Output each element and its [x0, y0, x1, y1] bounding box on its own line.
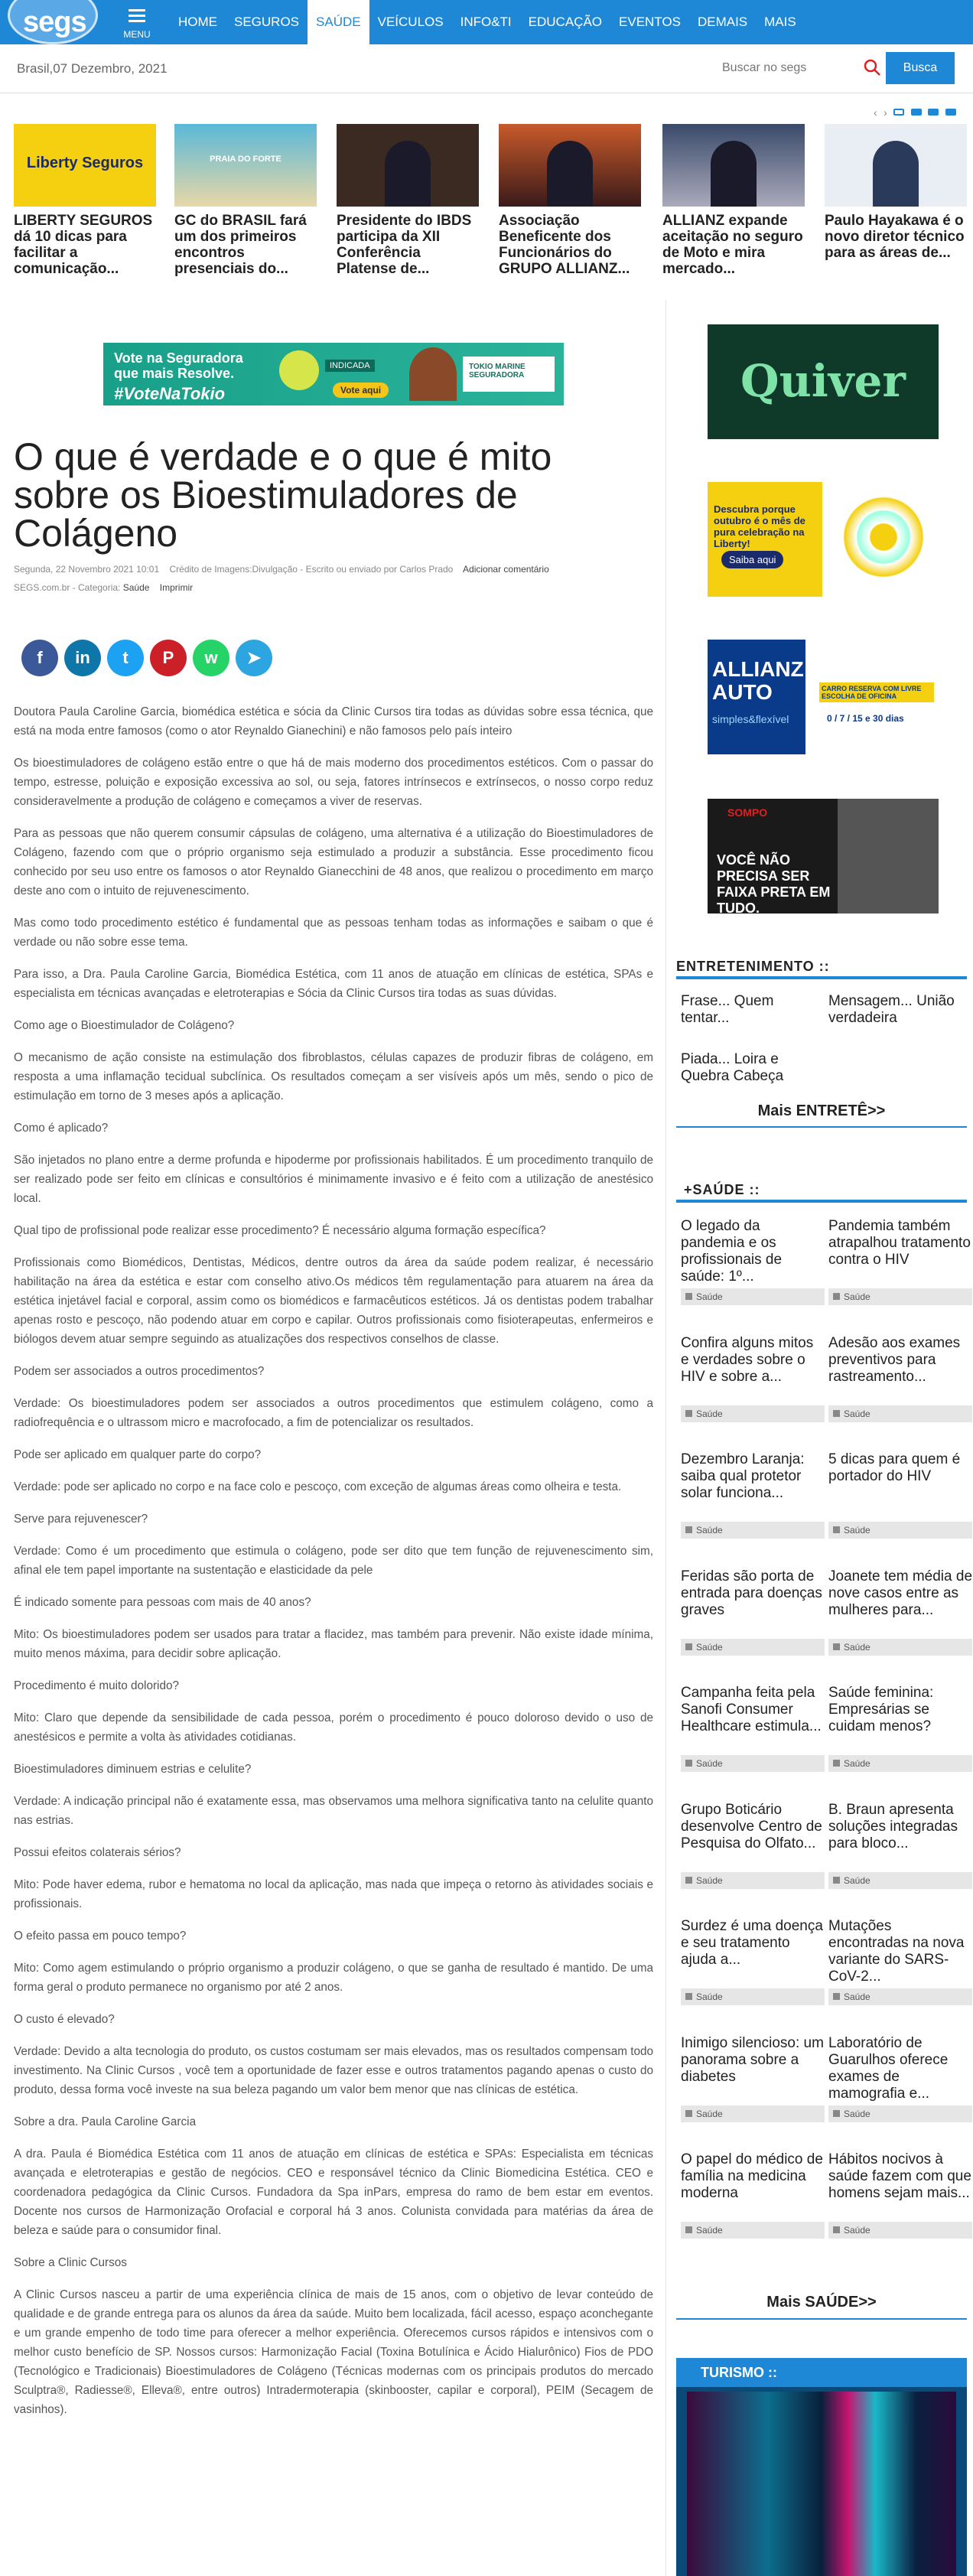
ad-allianz[interactable]: [708, 640, 939, 754]
article-paragraph: Serve para rejuvenescer?: [14, 1513, 148, 1526]
category-link[interactable]: Saúde: [122, 582, 150, 593]
ad-quiver-text: Quiver: [740, 355, 906, 407]
person-silhouette: [711, 141, 757, 207]
ad-line-1: Vote na Seguradora que mais Resolve.: [114, 350, 243, 381]
search-input[interactable]: [722, 55, 860, 81]
saude-category-tag[interactable]: Saúde: [681, 2105, 825, 2122]
nav-home[interactable]: HOME: [178, 15, 217, 29]
image-credit: Crédito de Imagens:Divulgação - Escrito ou enviado por Carlos Prado: [169, 564, 454, 575]
saude-category-tag[interactable]: Saúde: [681, 1405, 825, 1422]
saude-category-tag[interactable]: Saúde: [828, 1755, 972, 1772]
carousel-dot[interactable]: [893, 109, 904, 116]
saude-item-title[interactable]: Laboratório de Guarulhos oferece exames de mamografia e...: [828, 2034, 949, 2102]
ent-item[interactable]: Piada... Loira e Quebra Cabeça: [681, 1051, 784, 1084]
carousel-thumbnail[interactable]: [499, 124, 641, 207]
saude-item[interactable]: [828, 1685, 972, 1806]
article-paragraph: Procedimento é muito dolorido?: [14, 1679, 179, 1692]
ad-allianz-days: 0 / 7 / 15 e 30 dias: [827, 713, 904, 724]
saude-item-title[interactable]: Campanha feita pela Sanofi Consumer Healthcare estimula...: [681, 1685, 822, 1734]
whatsapp-icon[interactable]: w: [193, 640, 229, 676]
saude-item[interactable]: [681, 1218, 825, 1339]
saude-category-tag[interactable]: Saúde: [681, 1755, 825, 1772]
article-paragraph: O mecanismo de ação consiste na estimulação dos fibroblastos, células capazes de produzir fibras de colágeno, em resposta a uma inflamação tecidual subclínica. Os resultados começam a ser visíveis após um mês, sendo o pico de estimulação em torno de 3 meses após a aplicação.: [14, 1051, 653, 1102]
saude-category-tag[interactable]: Saúde: [828, 2105, 972, 2122]
turismo-header: TURISMO ::: [676, 2358, 967, 2387]
carousel-dot[interactable]: [928, 109, 939, 116]
ad-badge: INDICADA: [325, 360, 375, 372]
column-divider: [665, 300, 666, 2576]
carousel-title[interactable]: Paulo Hayakawa é o novo diretor técnico para as áreas de...: [825, 213, 965, 261]
share-buttons: [21, 640, 278, 678]
twitter-icon[interactable]: t: [107, 640, 144, 676]
article-paragraph: O custo é elevado?: [14, 2013, 115, 2026]
ad-mascot-icon: [279, 350, 319, 390]
saude-header: +SAÚDE ::: [684, 1182, 760, 1197]
saude-item[interactable]: [828, 1451, 972, 1572]
saude-item-title[interactable]: Mutações encontradas na nova variante do SARS-CoV-2...: [828, 1918, 965, 1985]
ad-tag: #VoteNaTokio: [114, 384, 226, 403]
saude-item-title[interactable]: Joanete tem média de nove casos entre as mulheres para...: [828, 1568, 972, 1618]
article-paragraph: Qual tipo de profissional pode realizar esse procedimento? É necessário alguma formação específica?: [14, 1224, 546, 1237]
carousel-title[interactable]: LIBERTY SEGUROS dá 10 dicas para facilitar a comunicação...: [14, 213, 153, 277]
saude-category-tag[interactable]: Saúde: [681, 1288, 825, 1305]
ad-sompo[interactable]: [708, 799, 939, 916]
article-paragraph: Verdade: Como é um procedimento que estimula o colágeno, pode ser dito que tem função de rejuvenescimento sim, afinal ele tem papel importante na sustentação e elasticidade da pele: [14, 1545, 653, 1577]
carousel-item[interactable]: [14, 124, 156, 277]
article-paragraph: Verdade: Devido a alta tecnologia do produto, os custos costumam ser mais elevados, mas os resultados compensam todo investimento. Na Clinic Cursos , você tem a oportunidade de fazer esse e outros tratamentos pagando apenas o custo do produto, dessa forma você investe na sua beleza pagando um valor bem menor que nas clínicas de estética.: [14, 2045, 653, 2096]
nav-sa-de[interactable]: SAÚDE: [308, 0, 369, 44]
nav-seguros[interactable]: SEGUROS: [234, 15, 300, 29]
saude-category-tag[interactable]: Saúde: [828, 1288, 972, 1305]
turismo-image[interactable]: [687, 2392, 956, 2576]
article-paragraph: Verdade: pode ser aplicado no corpo e na face colo e pescoço, com exceção de algumas áreas como olheira e testa.: [14, 1480, 622, 1493]
saude-item-title[interactable]: Inimigo silencioso: um panorama sobre a diabetes: [681, 2034, 824, 2085]
article-paragraph: Bioestimuladores diminuem estrias e celulite?: [14, 1763, 252, 1776]
ad-banner-tokio[interactable]: [103, 343, 564, 405]
hamburger-icon: [129, 9, 145, 11]
search-button[interactable]: Busca: [886, 52, 955, 84]
article-paragraph: Os bioestimuladores de colágeno estão entre o que há de mais moderno dos procedimentos estéticos. Com o passar do tempo, estresse, poluição e exposição excessiva ao sol, ou seja, fatores intrínsecos e extrínsecos, o nosso corpo reduz consideravelmente a produção de colágeno e começamos a viver de reservas.: [14, 757, 653, 808]
saude-category-tag[interactable]: Saúde: [828, 1522, 972, 1539]
carousel-item[interactable]: [825, 124, 967, 277]
article-paragraph: A dra. Paula é Biomédica Estética com 11 anos de atuação em clínicas de estética e SPAs: Especialista em técnicas avançada e eletroterapias e gestão de negócios. CEO e responsável técnico da Clinic Biomedicina Estética. CEO e coordenadora pedagógica da Clinic Cursos. Fundadora da Spa inPars, empresa do ramo de bem estar em eventos. Docente nos cursos de Harmonização Orofacial e corporal há 3 anos. Colunista convidada para matérias da área de beleza e saúde para o consumidor final.: [14, 2148, 653, 2237]
saude-item-title[interactable]: Feridas são porta de entrada para doenças graves: [681, 1568, 822, 1618]
saude-item-title[interactable]: Surdez é uma doença e seu tratamento ajuda a...: [681, 1918, 823, 1968]
article-paragraph: Como age o Bioestimulador de Colágeno?: [14, 1019, 235, 1032]
date-search-bar: [0, 44, 973, 93]
saude-category-tag[interactable]: Saúde: [828, 1405, 972, 1422]
ad-liberty-cta[interactable]: Saiba aqui: [721, 551, 783, 568]
article-paragraph: São injetados no plano entre a derme profunda e hipoderme por profissionais habilitados. É um procedimento tranquilo de ser realizado pode ser feito em clínicas e consultórios é minimamente invasivo e é feito com a utilização de anestésico local.: [14, 1154, 653, 1205]
carousel-item[interactable]: [499, 124, 641, 277]
saude-category-tag[interactable]: Saúde: [681, 1522, 825, 1539]
carousel-title[interactable]: Presidente do IBDS participa da XII Conferência Platense de...: [337, 213, 472, 277]
site-logo[interactable]: [0, 0, 107, 44]
nav-eventos[interactable]: EVENTOS: [619, 15, 681, 29]
article-paragraph: Para isso, a Dra. Paula Caroline Garcia, Biomédica Estética, com 11 anos de atuação em clínicas de estética, SPAs e especialista em técnicas avançadas e eletroterapias e Sócia da Clinic Cursos tira todas as suas dúvidas.: [14, 968, 653, 1000]
ad-liberty-text: Descubra porque outubro é o mês de pura celebração na Liberty!: [714, 503, 805, 549]
article-paragraph: Verdade: Os bioestimuladores podem ser associados a outros procedimentos que estimulem colágeno, como a radiofrequência e o ultrassom micro e macrofocado, a fim de potencializar os resultados.: [14, 1397, 653, 1429]
top-nav-bar: [0, 0, 973, 44]
article-paragraph: Para as pessoas que não querem consumir cápsulas de colágeno, uma alternativa é a utilização do Bioestimuladores de Colágeno, fazendo com que o próprio organismo seja estimulado a produzir a substância. Esse procedimento ficou conhecido por seu uso entre os famosos o ator Reynaldo Gianecchini de 48 anos, que realizou o procedimento em março deste ano com o intuito de rejuvenescimento.: [14, 827, 653, 897]
carousel-item[interactable]: [174, 124, 317, 277]
carousel-prev-icon[interactable]: ‹: [874, 106, 877, 119]
article-paragraph: Mito: Os bioestimuladores podem ser usados para tratar a flacidez, mas também para prevenir. Não existe idade mínima, muito menos máxima, para decidir sobre aplicação.: [14, 1628, 653, 1660]
saude-item[interactable]: [828, 1568, 972, 1689]
entertainment-header: ENTRETENIMENTO ::: [676, 959, 830, 974]
saude-category-tag[interactable]: Saúde: [828, 1639, 972, 1656]
carousel-thumbnail[interactable]: [14, 124, 156, 207]
article-paragraph: Mito: Como agem estimulando o próprio organismo a produzir colágeno, o que se ganha de resultado é mantido. De uma forma geral o produto permanece no organismo por até 2 anos.: [14, 1962, 653, 1994]
menu-button[interactable]: [119, 2, 155, 43]
person-silhouette: [873, 141, 919, 207]
saude-item[interactable]: [681, 1918, 825, 2039]
carousel-thumbnail[interactable]: [337, 124, 479, 207]
carousel-dot[interactable]: [945, 109, 956, 116]
ad-liberty[interactable]: [708, 482, 939, 597]
carousel-title[interactable]: GC do BRASIL fará um dos primeiros encontros presenciais do...: [174, 213, 307, 277]
carousel-dot[interactable]: [911, 109, 922, 116]
main-nav: [170, 0, 805, 44]
article-paragraph: Verdade: A indicação principal não é exatamente essa, mas observamos uma melhora significativa tanto na celulite quanto nas estrias.: [14, 1795, 653, 1827]
saude-item[interactable]: [828, 1335, 972, 1456]
saude-item[interactable]: [828, 1218, 972, 1339]
ad-sompo-text: VOCÊ NÃO PRECISA SER FAIXA PRETA EM TUDO.: [717, 852, 831, 916]
carousel-thumbnail[interactable]: [174, 124, 317, 207]
saude-item[interactable]: [681, 2151, 825, 2272]
carousel-thumb-label: Liberty Seguros: [26, 155, 144, 171]
facebook-icon[interactable]: f: [21, 640, 58, 676]
saude-item-title[interactable]: B. Braun apresenta soluções integradas para bloco...: [828, 1801, 958, 1851]
article-paragraph: Profissionais como Biomédicos, Dentistas, Médicos, dentre outros da área da saúde podem realizar, é necessário habilitação na área da estética e estar com conselho ativo.Os médicos têm regulamentação para atuarem na área da estética injetável facial e corporal, assim como os biomédicos e farmacêuticos estéticos. Já os dentistas podem trabalhar apenas rosto e pescoço, não podendo atuar em corpo e capilar. Outros profissionais como fisioterapeutas, enfermeiros e biólogos devem atuar sempre seguindo as atualizações dos respectivos conselhos de classe.: [14, 1256, 653, 1346]
nav-demais[interactable]: DEMAIS: [697, 15, 748, 29]
saude-category-tag[interactable]: Saúde: [828, 1872, 972, 1889]
article-paragraph: Pode ser aplicado em qualquer parte do corpo?: [14, 1448, 262, 1461]
carousel-item[interactable]: [337, 124, 479, 277]
saude-item[interactable]: [681, 1685, 825, 1806]
publish-date: Segunda, 22 Novembro 2021 10:01: [14, 564, 160, 575]
saude-item-title[interactable]: Grupo Boticário desenvolve Centro de Pesquisa do Olfato...: [681, 1801, 822, 1851]
ad-brand: TOKIO MARINE SEGURADORA: [463, 357, 555, 392]
print-link[interactable]: Imprimir: [159, 582, 194, 593]
carousel-item[interactable]: [662, 124, 805, 277]
nav-ve-culos[interactable]: VEÍCULOS: [377, 15, 444, 29]
saude-item-title[interactable]: Dezembro Laranja: saiba qual protetor solar funciona...: [681, 1451, 805, 1501]
saude-item-title[interactable]: 5 dicas para quem é portador do HIV: [828, 1451, 961, 1484]
ent-item[interactable]: Mensagem... União verdadeira: [828, 993, 955, 1026]
saude-category-tag[interactable]: Saúde: [681, 1639, 825, 1656]
current-date: Brasil,07 Dezembro, 2021: [17, 61, 168, 76]
add-comment-link[interactable]: Adicionar comentário: [463, 564, 549, 575]
saude-item[interactable]: [681, 2035, 825, 2156]
carousel-thumbnail[interactable]: [825, 124, 967, 207]
saude-item-title[interactable]: Saúde feminina: Empresárias se cuidam menos?: [828, 1685, 934, 1734]
saude-item-title[interactable]: Pandemia também atrapalhou tratamento contra o HIV: [828, 1218, 971, 1268]
article-paragraph: Mito: Claro que depende da sensibilidade de cada pessoa, porém o procedimento é pouco doloroso devido o uso de anestésicos e permite a volta às atividades cotidianas.: [14, 1711, 653, 1744]
ad-allianz-extra: CARRO RESERVA COM LIVRE ESCOLHA DE OFICINA: [819, 682, 934, 702]
telegram-icon[interactable]: ➤: [236, 640, 272, 676]
saude-item-title[interactable]: O legado da pandemia e os profissionais de saúde: 1º...: [681, 1218, 783, 1285]
lightbulb-icon: [838, 491, 929, 583]
search-icon[interactable]: [863, 58, 881, 77]
saude-item-title[interactable]: Confira alguns mitos e verdades sobre o HIV e sobre a...: [681, 1334, 814, 1385]
saude-bottom-divider: [676, 2318, 967, 2320]
carousel-pager: [874, 106, 965, 119]
article-paragraph: Mito: Pode haver edema, rubor e hematoma no local da aplicação, mas nada que impeça o retorno às atividades sociais e profissionais.: [14, 1878, 653, 1910]
saude-category-tag[interactable]: Saúde: [681, 2222, 825, 2239]
article-body: [14, 702, 653, 2432]
carousel-title[interactable]: Associação Beneficente dos Funcionários do GRUPO ALLIANZ...: [499, 213, 630, 277]
saude-item-title[interactable]: Adesão aos exames preventivos para rastreamento...: [828, 1334, 961, 1385]
saude-item[interactable]: [828, 2151, 972, 2272]
turismo-box: [676, 2358, 967, 2576]
article-paragraph: Mas como todo procedimento estético é fundamental que as pessoas tenham todas as informações e saibam o que é verdade ou não sobre esse tema.: [14, 917, 653, 949]
logo-text: segs: [23, 6, 86, 38]
article-paragraph: É indicado somente para pessoas com mais de 40 anos?: [14, 1596, 311, 1609]
ad-person-image: [409, 347, 457, 401]
saude-item[interactable]: [828, 1918, 972, 2039]
ad-cta[interactable]: Vote aqui: [333, 383, 389, 398]
saude-category-tag[interactable]: Saúde: [828, 2222, 972, 2239]
ad-allianz-title: ALLIANZ AUTO: [712, 657, 804, 704]
ent-item[interactable]: Frase... Quem tentar...: [681, 993, 774, 1026]
pinterest-icon[interactable]: P: [150, 640, 187, 676]
carousel-thumbnail[interactable]: [662, 124, 805, 207]
saude-item[interactable]: [681, 1802, 825, 1923]
saude-item[interactable]: [828, 2035, 972, 2156]
entertainment-divider: [676, 976, 967, 979]
saude-category-tag[interactable]: Saúde: [681, 1872, 825, 1889]
article-paragraph: Sobre a dra. Paula Caroline Garcia: [14, 2115, 197, 2128]
entertainment-bottom-divider: [676, 1126, 967, 1128]
article-paragraph: Sobre a Clinic Cursos: [14, 2256, 127, 2269]
saude-category-tag[interactable]: Saúde: [828, 1988, 972, 2005]
article-paragraph: Podem ser associados a outros procedimentos?: [14, 1365, 265, 1378]
saude-item[interactable]: [681, 1451, 825, 1572]
article-title: O que é verdade e o que é mito sobre os Bioestimuladores de Colágeno: [14, 435, 552, 555]
saude-category-tag[interactable]: Saúde: [681, 1988, 825, 2005]
ad-allianz-sub: simples&flexível: [712, 713, 789, 725]
carousel-title[interactable]: ALLIANZ expande aceitação no seguro de Moto e mira mercado...: [662, 213, 803, 277]
article-paragraph: O efeito passa em pouco tempo?: [14, 1930, 187, 1943]
nav-mais[interactable]: MAIS: [764, 15, 796, 29]
article-meta: [14, 560, 626, 597]
linkedin-icon[interactable]: in: [64, 640, 101, 676]
saude-item[interactable]: [828, 1802, 972, 1923]
saude-item-title[interactable]: O papel do médico de família na medicina moderna: [681, 2151, 823, 2201]
carousel-thumb-label: PRAIA DO FORTE: [210, 155, 281, 164]
article-paragraph: A Clinic Cursos nasceu a partir de uma experiência clínica de mais de 15 anos, com o objetivo de levar conteúdo de qualidade e de grande entrega para os alunos da área da saúde. Muito bem localizada, fácil acesso, espaço aconchegante e um grande empenho de todo time para oferecer a melhor experiência. Oferecemos cursos rápidos e intensivos com o melhor custo benefício de SP. Nossos cursos: Harmonização Facial (Toxina Botulínica e Ácido Hialurônico) Fios de PDO (Tecnológico e Tradicionais) Bioestimuladores de Colágeno (Técnicas modernas com os principais produtos do mercado Sculptra®, Radiesse®, Elleva®, entre outros) Intradermoterapia (skinbooster, capilar e corporal), PEIM (Secagem de vasinhos).: [14, 2288, 653, 2416]
saude-divider: [676, 1200, 967, 1203]
nav-educa-o[interactable]: EDUCAÇÃO: [528, 15, 603, 29]
person-silhouette: [547, 141, 593, 207]
nav-info-ti[interactable]: INFO&TI: [460, 15, 512, 29]
carousel-next-icon[interactable]: ›: [884, 106, 887, 119]
ad-sompo-brand: SOMPO: [727, 806, 768, 819]
ad-quiver[interactable]: [708, 324, 939, 439]
article-paragraph: Possui efeitos colaterais sérios?: [14, 1846, 181, 1859]
saude-item[interactable]: [681, 1335, 825, 1456]
article-paragraph: Como é aplicado?: [14, 1122, 109, 1135]
saude-item[interactable]: [681, 1568, 825, 1689]
article-paragraph: Doutora Paula Caroline Garcia, biomédica estética e sócia da Clinic Cursos tira todas as dúvidas sobre essa técnica, que está na moda entre famosos (como o ator Reynaldo Gianechini) e não famosos pelo país inteiro: [14, 705, 653, 738]
saude-item-title[interactable]: Hábitos nocivos à saúde fazem com que homens sejam mais...: [828, 2151, 971, 2201]
category-label: SEGS.com.br - Categoria:: [14, 582, 121, 593]
menu-label: MENU: [123, 29, 151, 40]
more-saude-link[interactable]: Mais SAÚDE>>: [766, 2294, 877, 2311]
more-entertainment-link[interactable]: Mais ENTRETÊ>>: [757, 1102, 886, 1119]
person-silhouette: [385, 141, 431, 207]
